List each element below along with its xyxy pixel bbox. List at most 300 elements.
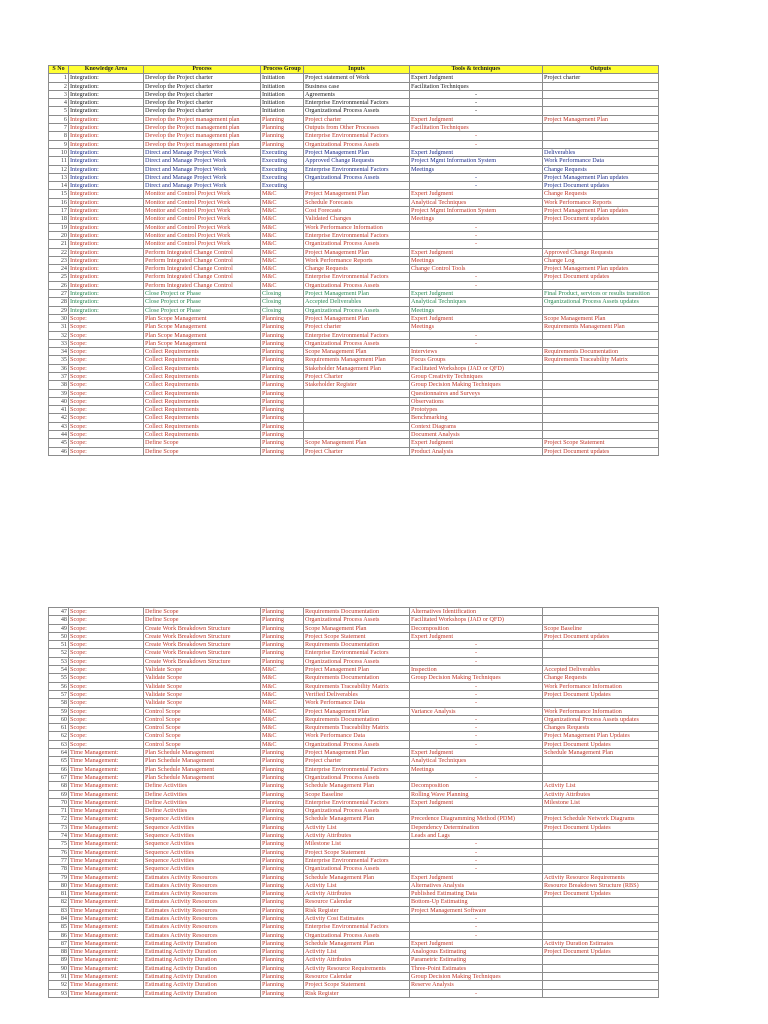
- cell-output: Project Document Updates: [543, 823, 659, 831]
- cell-process-group: Planning: [261, 973, 304, 981]
- cell-sno: 48: [49, 616, 69, 624]
- cell-process-group: Planning: [261, 865, 304, 873]
- table-row: [49, 82, 659, 90]
- cell-tool: -: [410, 331, 543, 339]
- cell-process-group: Planning: [261, 339, 304, 347]
- cell-sno: 39: [49, 389, 69, 397]
- cell-output: [543, 773, 659, 781]
- cell-knowledge-area: Time Management:: [69, 823, 144, 831]
- cell-knowledge-area: Time Management:: [69, 931, 144, 939]
- cell-process: Define Scope: [144, 439, 261, 447]
- cell-sno: 84: [49, 914, 69, 922]
- table-row: [49, 381, 659, 389]
- cell-sno: 26: [49, 281, 69, 289]
- cell-process-group: M&C: [261, 265, 304, 273]
- cell-tool: Expert Judgment: [410, 190, 543, 198]
- cell-process-group: Planning: [261, 616, 304, 624]
- cell-input: Work Performance Data: [304, 732, 410, 740]
- cell-knowledge-area: Scope:: [69, 657, 144, 665]
- cell-sno: 53: [49, 657, 69, 665]
- cell-process-group: Planning: [261, 856, 304, 864]
- cell-tool: -: [410, 989, 543, 997]
- cell-sno: 63: [49, 740, 69, 748]
- cell-output: [543, 82, 659, 90]
- cell-knowledge-area: Integration:: [69, 115, 144, 123]
- cell-output: Project Scope Statement: [543, 439, 659, 447]
- cell-tool: Rolling Wave Planning: [410, 790, 543, 798]
- cell-sno: 16: [49, 198, 69, 206]
- table-row: [49, 690, 659, 698]
- cell-process: Create Work Breakdown Structure: [144, 649, 261, 657]
- cell-process-group: Planning: [261, 939, 304, 947]
- cell-input: Project Charter: [304, 447, 410, 455]
- cell-tool: Leads and Lags: [410, 832, 543, 840]
- cell-input: Enterprise Environmental Factors: [304, 99, 410, 107]
- cell-sno: 47: [49, 608, 69, 616]
- cell-tool: Expert Judgment: [410, 939, 543, 947]
- cell-input: Activity Resource Requirements: [304, 964, 410, 972]
- cell-process-group: Planning: [261, 624, 304, 632]
- cell-knowledge-area: Integration:: [69, 90, 144, 98]
- cell-tool: Project Management Software: [410, 906, 543, 914]
- cell-process-group: Planning: [261, 840, 304, 848]
- cell-output: [543, 856, 659, 864]
- table-row: [49, 107, 659, 115]
- cell-input: Project Management Plan: [304, 666, 410, 674]
- header-row: [49, 66, 659, 74]
- table-row: [49, 348, 659, 356]
- table-row: [49, 331, 659, 339]
- cell-input: Organizational Process Assets: [304, 865, 410, 873]
- table-row: [49, 773, 659, 781]
- cell-knowledge-area: Scope:: [69, 364, 144, 372]
- cell-process: Perform Integrated Change Control: [144, 248, 261, 256]
- cell-knowledge-area: Time Management:: [69, 881, 144, 889]
- cell-tool: -: [410, 649, 543, 657]
- cell-output: Project Management Plan updates: [543, 265, 659, 273]
- cell-tool: Meetings: [410, 215, 543, 223]
- cell-sno: 59: [49, 707, 69, 715]
- table-row: [49, 699, 659, 707]
- cell-input: Activity Cost Estimates: [304, 914, 410, 922]
- cell-input: Project charter: [304, 323, 410, 331]
- cell-process-group: M&C: [261, 707, 304, 715]
- cell-tool: Three-Point Estimates: [410, 964, 543, 972]
- cell-input: Scope Management Plan: [304, 348, 410, 356]
- cell-sno: 75: [49, 840, 69, 848]
- cell-process-group: Closing: [261, 306, 304, 314]
- cell-process-group: Initiation: [261, 107, 304, 115]
- cell-sno: 56: [49, 682, 69, 690]
- cell-process: Sequence Activities: [144, 856, 261, 864]
- cell-sno: 38: [49, 381, 69, 389]
- cell-sno: 87: [49, 939, 69, 947]
- cell-knowledge-area: Scope:: [69, 699, 144, 707]
- cell-input: Schedule Management Plan: [304, 782, 410, 790]
- cell-output: [543, 923, 659, 931]
- cell-sno: 32: [49, 331, 69, 339]
- cell-process: Close Project or Phase: [144, 298, 261, 306]
- cell-process: Close Project or Phase: [144, 290, 261, 298]
- cell-process: Plan Schedule Management: [144, 773, 261, 781]
- cell-sno: 80: [49, 881, 69, 889]
- cell-tool: Meetings: [410, 306, 543, 314]
- cell-process: Plan Scope Management: [144, 323, 261, 331]
- table-row: [49, 132, 659, 140]
- cell-process: Define Activities: [144, 807, 261, 815]
- cell-knowledge-area: Scope:: [69, 649, 144, 657]
- cell-tool: Meetings: [410, 165, 543, 173]
- cell-process-group: Planning: [261, 757, 304, 765]
- cell-process: Develop the Project charter: [144, 107, 261, 115]
- cell-input: Milestone List: [304, 840, 410, 848]
- cell-process: Create Work Breakdown Structure: [144, 624, 261, 632]
- cell-sno: 34: [49, 348, 69, 356]
- cell-input: Activity Attributes: [304, 832, 410, 840]
- header-tools: Tools & techniques: [410, 66, 543, 74]
- cell-tool: Observations: [410, 397, 543, 405]
- cell-process: Collect Requirements: [144, 348, 261, 356]
- cell-tool: -: [410, 690, 543, 698]
- table-row: [49, 832, 659, 840]
- cell-process: Collect Requirements: [144, 364, 261, 372]
- cell-process: Control Scope: [144, 732, 261, 740]
- table-row: [49, 99, 659, 107]
- cell-tool: -: [410, 732, 543, 740]
- cell-tool: Group Decision Making Techniques: [410, 973, 543, 981]
- cell-process-group: M&C: [261, 699, 304, 707]
- cell-tool: Expert Judgment: [410, 115, 543, 123]
- cell-sno: 1: [49, 74, 69, 82]
- cell-knowledge-area: Integration:: [69, 207, 144, 215]
- cell-process-group: Planning: [261, 140, 304, 148]
- cell-process: Estimating Activity Duration: [144, 973, 261, 981]
- cell-tool: Expert Judgment: [410, 74, 543, 82]
- cell-sno: 44: [49, 431, 69, 439]
- cell-sno: 36: [49, 364, 69, 372]
- cell-process: Perform Integrated Change Control: [144, 265, 261, 273]
- cell-output: Activity List: [543, 782, 659, 790]
- table-row: [49, 749, 659, 757]
- cell-knowledge-area: Time Management:: [69, 790, 144, 798]
- cell-process: Perform Integrated Change Control: [144, 281, 261, 289]
- cell-input: Scope Management Plan: [304, 439, 410, 447]
- table-row: [49, 140, 659, 148]
- cell-sno: 7: [49, 124, 69, 132]
- cell-knowledge-area: Time Management:: [69, 914, 144, 922]
- cell-sno: 60: [49, 715, 69, 723]
- table-row: [49, 372, 659, 380]
- cell-tool: Inspection: [410, 666, 543, 674]
- cell-knowledge-area: Scope:: [69, 447, 144, 455]
- cell-tool: Project Mgmt Information System: [410, 157, 543, 165]
- cell-input: Schedule Forecasts: [304, 198, 410, 206]
- cell-output: [543, 99, 659, 107]
- cell-input: Organizational Process Assets: [304, 339, 410, 347]
- cell-process-group: M&C: [261, 715, 304, 723]
- cell-tool: -: [410, 724, 543, 732]
- cell-output: [543, 281, 659, 289]
- cell-knowledge-area: Scope:: [69, 348, 144, 356]
- cell-input: Scope Baseline: [304, 790, 410, 798]
- cell-process: Direct and Manage Project Work: [144, 148, 261, 156]
- cell-output: Requirements Traceability Matrix: [543, 356, 659, 364]
- cell-process-group: Planning: [261, 964, 304, 972]
- table-row: [49, 956, 659, 964]
- cell-output: Project Management Plan Updates: [543, 732, 659, 740]
- cell-tool: Interviews: [410, 348, 543, 356]
- cell-knowledge-area: Scope:: [69, 690, 144, 698]
- table-row: [49, 439, 659, 447]
- cell-tool: -: [410, 840, 543, 848]
- cell-output: [543, 124, 659, 132]
- cell-process: Develop the Project management plan: [144, 140, 261, 148]
- cell-process: Collect Requirements: [144, 389, 261, 397]
- cell-process: Collect Requirements: [144, 372, 261, 380]
- cell-process: Plan Schedule Management: [144, 757, 261, 765]
- cell-input: Organizational Process Assets: [304, 240, 410, 248]
- cell-input: Project statement of Work: [304, 74, 410, 82]
- table-row: [49, 74, 659, 82]
- cell-sno: 9: [49, 140, 69, 148]
- cell-tool: Change Control Tools: [410, 265, 543, 273]
- cell-output: [543, 641, 659, 649]
- table-row: [49, 157, 659, 165]
- cell-process-group: Executing: [261, 182, 304, 190]
- cell-output: Project Document updates: [543, 447, 659, 455]
- cell-output: Project Document updates: [543, 215, 659, 223]
- table-row: [49, 732, 659, 740]
- cell-knowledge-area: Integration:: [69, 256, 144, 264]
- cell-tool: Expert Judgment: [410, 148, 543, 156]
- cell-tool: Bottom-Up Estimating: [410, 898, 543, 906]
- cell-knowledge-area: Integration:: [69, 182, 144, 190]
- cell-process-group: Planning: [261, 923, 304, 931]
- cell-sno: 61: [49, 724, 69, 732]
- cell-knowledge-area: Time Management:: [69, 890, 144, 898]
- header-process: Process: [144, 66, 261, 74]
- cell-output: Project Document Updates: [543, 740, 659, 748]
- table-row: [49, 923, 659, 931]
- cell-input: Project charter: [304, 115, 410, 123]
- cell-sno: 57: [49, 690, 69, 698]
- cell-sno: 70: [49, 798, 69, 806]
- cell-process: Develop the Project management plan: [144, 132, 261, 140]
- cell-output: [543, 832, 659, 840]
- table-row: [49, 90, 659, 98]
- cell-input: [304, 406, 410, 414]
- cell-tool: Facilitation Techniques: [410, 124, 543, 132]
- cell-process: Develop the Project management plan: [144, 124, 261, 132]
- cell-process: Estimating Activity Duration: [144, 981, 261, 989]
- cell-knowledge-area: Scope:: [69, 674, 144, 682]
- cell-process: Sequence Activities: [144, 840, 261, 848]
- table-row: [49, 790, 659, 798]
- cell-tool: Reserve Analysis: [410, 981, 543, 989]
- cell-sno: 58: [49, 699, 69, 707]
- table-row: [49, 447, 659, 455]
- cell-knowledge-area: Scope:: [69, 397, 144, 405]
- cell-tool: Document Analysis: [410, 431, 543, 439]
- cell-process: Define Activities: [144, 790, 261, 798]
- cell-input: Work Performance Information: [304, 223, 410, 231]
- cell-sno: 78: [49, 865, 69, 873]
- cell-process-group: Planning: [261, 331, 304, 339]
- process-table-block-1: [48, 65, 658, 456]
- cell-process: Monitor and Control Project Work: [144, 207, 261, 215]
- cell-output: [543, 397, 659, 405]
- cell-tool: Expert Judgment: [410, 439, 543, 447]
- cell-knowledge-area: Time Management:: [69, 773, 144, 781]
- cell-process-group: Planning: [261, 832, 304, 840]
- cell-knowledge-area: Scope:: [69, 331, 144, 339]
- cell-tool: -: [410, 140, 543, 148]
- cell-knowledge-area: Integration:: [69, 82, 144, 90]
- cell-input: Enterprise Environmental Factors: [304, 923, 410, 931]
- cell-input: Change Requests: [304, 265, 410, 273]
- cell-knowledge-area: Integration:: [69, 298, 144, 306]
- cell-input: Enterprise Environmental Factors: [304, 231, 410, 239]
- cell-knowledge-area: Time Management:: [69, 807, 144, 815]
- table-row: [49, 190, 659, 198]
- cell-output: Project Document updates: [543, 273, 659, 281]
- cell-tool: -: [410, 99, 543, 107]
- cell-tool: Decomposition: [410, 624, 543, 632]
- cell-input: Schedule Management Plan: [304, 939, 410, 947]
- cell-tool: Meetings: [410, 256, 543, 264]
- cell-tool: -: [410, 223, 543, 231]
- table-row: [49, 223, 659, 231]
- cell-sno: 77: [49, 856, 69, 864]
- cell-process: Define Scope: [144, 616, 261, 624]
- table-row: [49, 165, 659, 173]
- cell-output: Change Requests: [543, 674, 659, 682]
- cell-knowledge-area: Integration:: [69, 157, 144, 165]
- cell-output: Activity Resource Requirements: [543, 873, 659, 881]
- cell-output: Requirements Documentation: [543, 348, 659, 356]
- cell-output: [543, 372, 659, 380]
- cell-output: [543, 964, 659, 972]
- cell-process-group: Initiation: [261, 82, 304, 90]
- cell-input: [304, 397, 410, 405]
- cell-process-group: Planning: [261, 881, 304, 889]
- table-row: [49, 422, 659, 430]
- table-row: [49, 182, 659, 190]
- cell-output: [543, 414, 659, 422]
- cell-knowledge-area: Scope:: [69, 740, 144, 748]
- cell-input: Activity Attributes: [304, 890, 410, 898]
- cell-process: Plan Schedule Management: [144, 765, 261, 773]
- cell-sno: 68: [49, 782, 69, 790]
- cell-knowledge-area: Scope:: [69, 732, 144, 740]
- cell-input: Activity List: [304, 948, 410, 956]
- cell-tool: Group Decision Making Techniques: [410, 381, 543, 389]
- cell-knowledge-area: Time Management:: [69, 956, 144, 964]
- cell-output: [543, 848, 659, 856]
- cell-sno: 81: [49, 890, 69, 898]
- cell-tool: -: [410, 715, 543, 723]
- cell-tool: -: [410, 273, 543, 281]
- cell-process-group: M&C: [261, 240, 304, 248]
- cell-process-group: Planning: [261, 115, 304, 123]
- cell-input: Requirements Documentation: [304, 715, 410, 723]
- cell-output: Project Document Updates: [543, 890, 659, 898]
- cell-process-group: Planning: [261, 848, 304, 856]
- cell-process-group: Planning: [261, 782, 304, 790]
- cell-input: Stakeholder Management Plan: [304, 364, 410, 372]
- cell-process-group: Planning: [261, 314, 304, 322]
- table-row: [49, 931, 659, 939]
- cell-tool: -: [410, 339, 543, 347]
- cell-process-group: M&C: [261, 223, 304, 231]
- cell-output: Change Requests: [543, 165, 659, 173]
- cell-input: Requirements Traceability Matrix: [304, 682, 410, 690]
- cell-process: Develop the Project management plan: [144, 115, 261, 123]
- cell-output: [543, 140, 659, 148]
- table-row: [49, 856, 659, 864]
- cell-output: Project Document Updates: [543, 948, 659, 956]
- cell-input: Requirements Traceability Matrix: [304, 724, 410, 732]
- cell-knowledge-area: Scope:: [69, 724, 144, 732]
- cell-tool: Group Decision Making Techniques: [410, 674, 543, 682]
- cell-input: Project Scope Statement: [304, 848, 410, 856]
- cell-process: Direct and Manage Project Work: [144, 165, 261, 173]
- cell-process: Close Project or Phase: [144, 306, 261, 314]
- cell-process: Define Scope: [144, 447, 261, 455]
- cell-sno: 72: [49, 815, 69, 823]
- cell-input: Validated Changes: [304, 215, 410, 223]
- table-row: [49, 740, 659, 748]
- cell-tool: Analytical Techniques: [410, 298, 543, 306]
- table-body-2: [49, 608, 659, 998]
- cell-sno: 3: [49, 90, 69, 98]
- cell-process: Estimates Activity Resources: [144, 890, 261, 898]
- table-row: [49, 881, 659, 889]
- cell-process: Define Activities: [144, 798, 261, 806]
- cell-input: Activity List: [304, 823, 410, 831]
- cell-input: Verified Deliverables: [304, 690, 410, 698]
- cell-sno: 24: [49, 265, 69, 273]
- cell-knowledge-area: Scope:: [69, 381, 144, 389]
- cell-input: Requirements Documentation: [304, 608, 410, 616]
- cell-process-group: Closing: [261, 290, 304, 298]
- cell-sno: 64: [49, 749, 69, 757]
- cell-knowledge-area: Integration:: [69, 265, 144, 273]
- cell-knowledge-area: Time Management:: [69, 798, 144, 806]
- cell-sno: 76: [49, 848, 69, 856]
- table-row: [49, 948, 659, 956]
- cell-sno: 15: [49, 190, 69, 198]
- cell-tool: Analytical Techniques: [410, 198, 543, 206]
- cell-sno: 79: [49, 873, 69, 881]
- cell-process-group: Planning: [261, 931, 304, 939]
- cell-sno: 33: [49, 339, 69, 347]
- cell-input: Scope Management Plan: [304, 624, 410, 632]
- table-row: [49, 798, 659, 806]
- cell-sno: 43: [49, 422, 69, 430]
- cell-knowledge-area: Time Management:: [69, 840, 144, 848]
- table-row: [49, 356, 659, 364]
- cell-tool: -: [410, 856, 543, 864]
- cell-input: Enterprise Environmental Factors: [304, 132, 410, 140]
- cell-knowledge-area: Time Management:: [69, 923, 144, 931]
- cell-process: Direct and Manage Project Work: [144, 173, 261, 181]
- cell-sno: 82: [49, 898, 69, 906]
- cell-sno: 46: [49, 447, 69, 455]
- table-row: [49, 848, 659, 856]
- table-row: [49, 298, 659, 306]
- cell-output: Resource Breakdown Structure (RBS): [543, 881, 659, 889]
